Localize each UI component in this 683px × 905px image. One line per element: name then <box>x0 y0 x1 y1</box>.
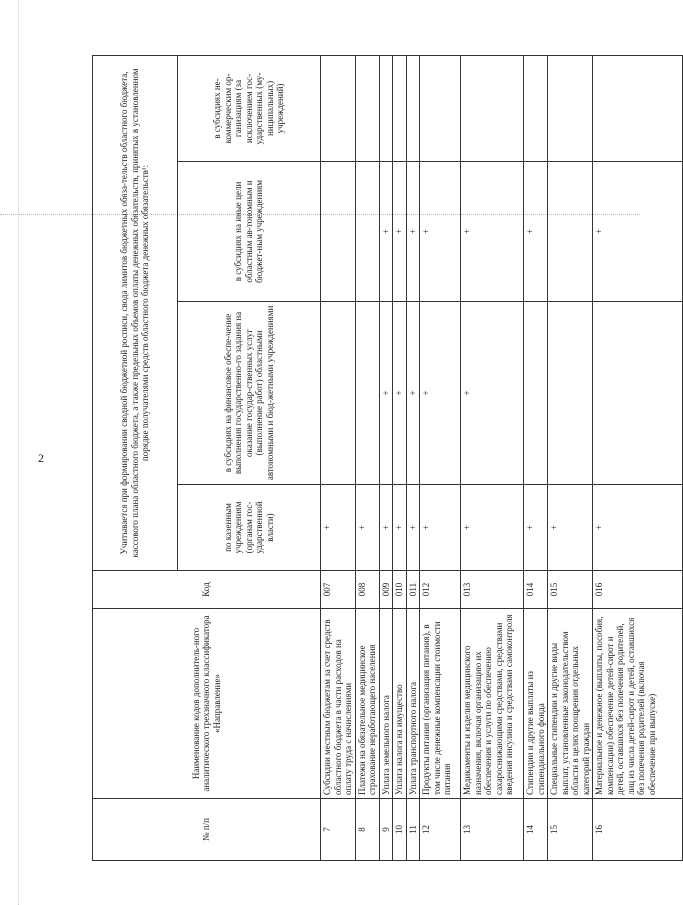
row-col2: + <box>393 302 407 485</box>
row-col2 <box>355 302 379 485</box>
table-row <box>406 55 420 860</box>
row-col4 <box>593 55 683 161</box>
row-num: 13 <box>461 799 524 861</box>
row-col3 <box>321 162 356 302</box>
row-col1: + <box>355 485 379 571</box>
row-col2: + <box>420 302 461 485</box>
row-col4 <box>420 55 461 161</box>
row-col3: + <box>593 162 683 302</box>
header-col3: в субсидиях на иные цели областным ав-тономным и бюджет-ным учреждениям <box>178 162 321 302</box>
row-col3: + <box>393 162 407 302</box>
row-col4 <box>406 55 420 161</box>
row-col4 <box>548 55 593 161</box>
row-col3 <box>548 162 593 302</box>
row-col1: + <box>379 485 393 571</box>
row-col2: + <box>379 302 393 485</box>
row-name: Уплата транспортного налога <box>406 609 420 799</box>
row-col3: + <box>524 162 548 302</box>
header-name: Наименование кодов дополнитель-ного аналитического трехзначного классификатора «Направление» <box>93 609 321 799</box>
table-row <box>420 55 461 860</box>
row-name: Уплата налога на имущество <box>393 609 407 799</box>
row-col1: + <box>548 485 593 571</box>
table-row <box>548 55 593 860</box>
row-num: 10 <box>393 799 407 861</box>
row-name: Материальное и денежное (выплаты, пособия, компенсации) обеспечение детей-сирот и детей, оставшихся без попечения родителей, лиц из числа детей-сирот и детей, оставшихся без попечения родителей (включая обеспечение при выпуске) <box>593 609 683 799</box>
header-col2: в субсидиях на финансовое обеспе-чение выполнения государственно-го задания на оказание государ-ственных услуг (выполнение работ) областными автономными и бюд-жетными учреждениями <box>178 302 321 485</box>
row-name: Продукты питания (организация питания), в том числе денежные компенсации стоимости питания <box>420 609 461 799</box>
row-col2 <box>321 302 356 485</box>
row-num: 11 <box>406 799 420 861</box>
row-col1: + <box>393 485 407 571</box>
table-row <box>461 55 524 860</box>
row-name: Стипендии и другие выплаты из стипендиального фонда <box>524 609 548 799</box>
row-col4 <box>321 55 356 161</box>
row-code: 011 <box>406 571 420 609</box>
row-num: 12 <box>420 799 461 861</box>
row-col4 <box>524 55 548 161</box>
row-num: 7 <box>321 799 356 861</box>
header-col1: по казенным учреждениям (органам гос-ударственной власти) <box>178 485 321 571</box>
row-name: Субсидии местным бюджетам за счет средств областного бюджета в части расходов на оплату труда с начислениями <box>321 609 356 799</box>
header-group: Учитывается при формировании сводной бюджетной росписи, свода лимитов бюджетных обяза-тельств областного бюджета, кассового плана областного бюджета, а также предельных объемов оплаты денежных обязательств, принятых в установленном порядке получателями средств областного бюджета денежных обязательств¹: <box>93 55 178 570</box>
row-code: 013 <box>461 571 524 609</box>
table-row <box>355 55 379 860</box>
row-name: Специальные стипендии и другие виды выплат, установленные законодательством области в целях поощрения отдельных категорий граждан <box>548 609 593 799</box>
row-name: Платежи на обязательное медицинское страхование неработающего населения <box>355 609 379 799</box>
direction-codes-table <box>92 55 683 861</box>
table-row <box>321 55 356 860</box>
fold-line-vertical <box>18 0 19 905</box>
row-col3: + <box>420 162 461 302</box>
row-code: 007 <box>321 571 356 609</box>
row-code: 016 <box>593 571 683 609</box>
header-col4: в субсидиях не-коммерческим ор-ганизациям (за исключением гос-ударственных (му-ниципальных) учреждений) <box>178 55 321 161</box>
rotated-table-sheet <box>92 56 657 861</box>
row-col2: + <box>406 302 420 485</box>
row-col3: + <box>379 162 393 302</box>
row-col4 <box>461 55 524 161</box>
table-row <box>379 55 393 860</box>
row-col3: + <box>461 162 524 302</box>
row-col3: + <box>406 162 420 302</box>
page-number: 2 <box>38 451 44 465</box>
row-col2 <box>548 302 593 485</box>
table-row <box>524 55 548 860</box>
row-code: 015 <box>548 571 593 609</box>
row-col4 <box>355 55 379 161</box>
row-col4 <box>379 55 393 161</box>
row-code: 010 <box>393 571 407 609</box>
row-col1: + <box>524 485 548 571</box>
row-col1: + <box>321 485 356 571</box>
row-col1: + <box>593 485 683 571</box>
row-col1: + <box>406 485 420 571</box>
row-num: 16 <box>593 799 683 861</box>
row-col2 <box>524 302 548 485</box>
row-col2 <box>593 302 683 485</box>
row-col4 <box>393 55 407 161</box>
row-col1: + <box>420 485 461 571</box>
row-num: 9 <box>379 799 393 861</box>
row-name: Уплата земельного налога <box>379 609 393 799</box>
row-code: 008 <box>355 571 379 609</box>
row-name: Медикаменты и изделия медицинского назначения, включая организацию их обеспечения и услуги по обеспечению сахароснижающими средствами, средствами введения инсулина и средствами самоконтроля <box>461 609 524 799</box>
row-num: 15 <box>548 799 593 861</box>
header-code: Код <box>93 571 321 609</box>
row-num: 14 <box>524 799 548 861</box>
header-num: № п/п <box>93 799 321 861</box>
row-col3 <box>355 162 379 302</box>
row-code: 012 <box>420 571 461 609</box>
table-row <box>393 55 407 860</box>
row-col2: + <box>461 302 524 485</box>
row-code: 009 <box>379 571 393 609</box>
row-code: 014 <box>524 571 548 609</box>
table-row <box>593 55 683 860</box>
row-num: 8 <box>355 799 379 861</box>
row-col1: + <box>461 485 524 571</box>
